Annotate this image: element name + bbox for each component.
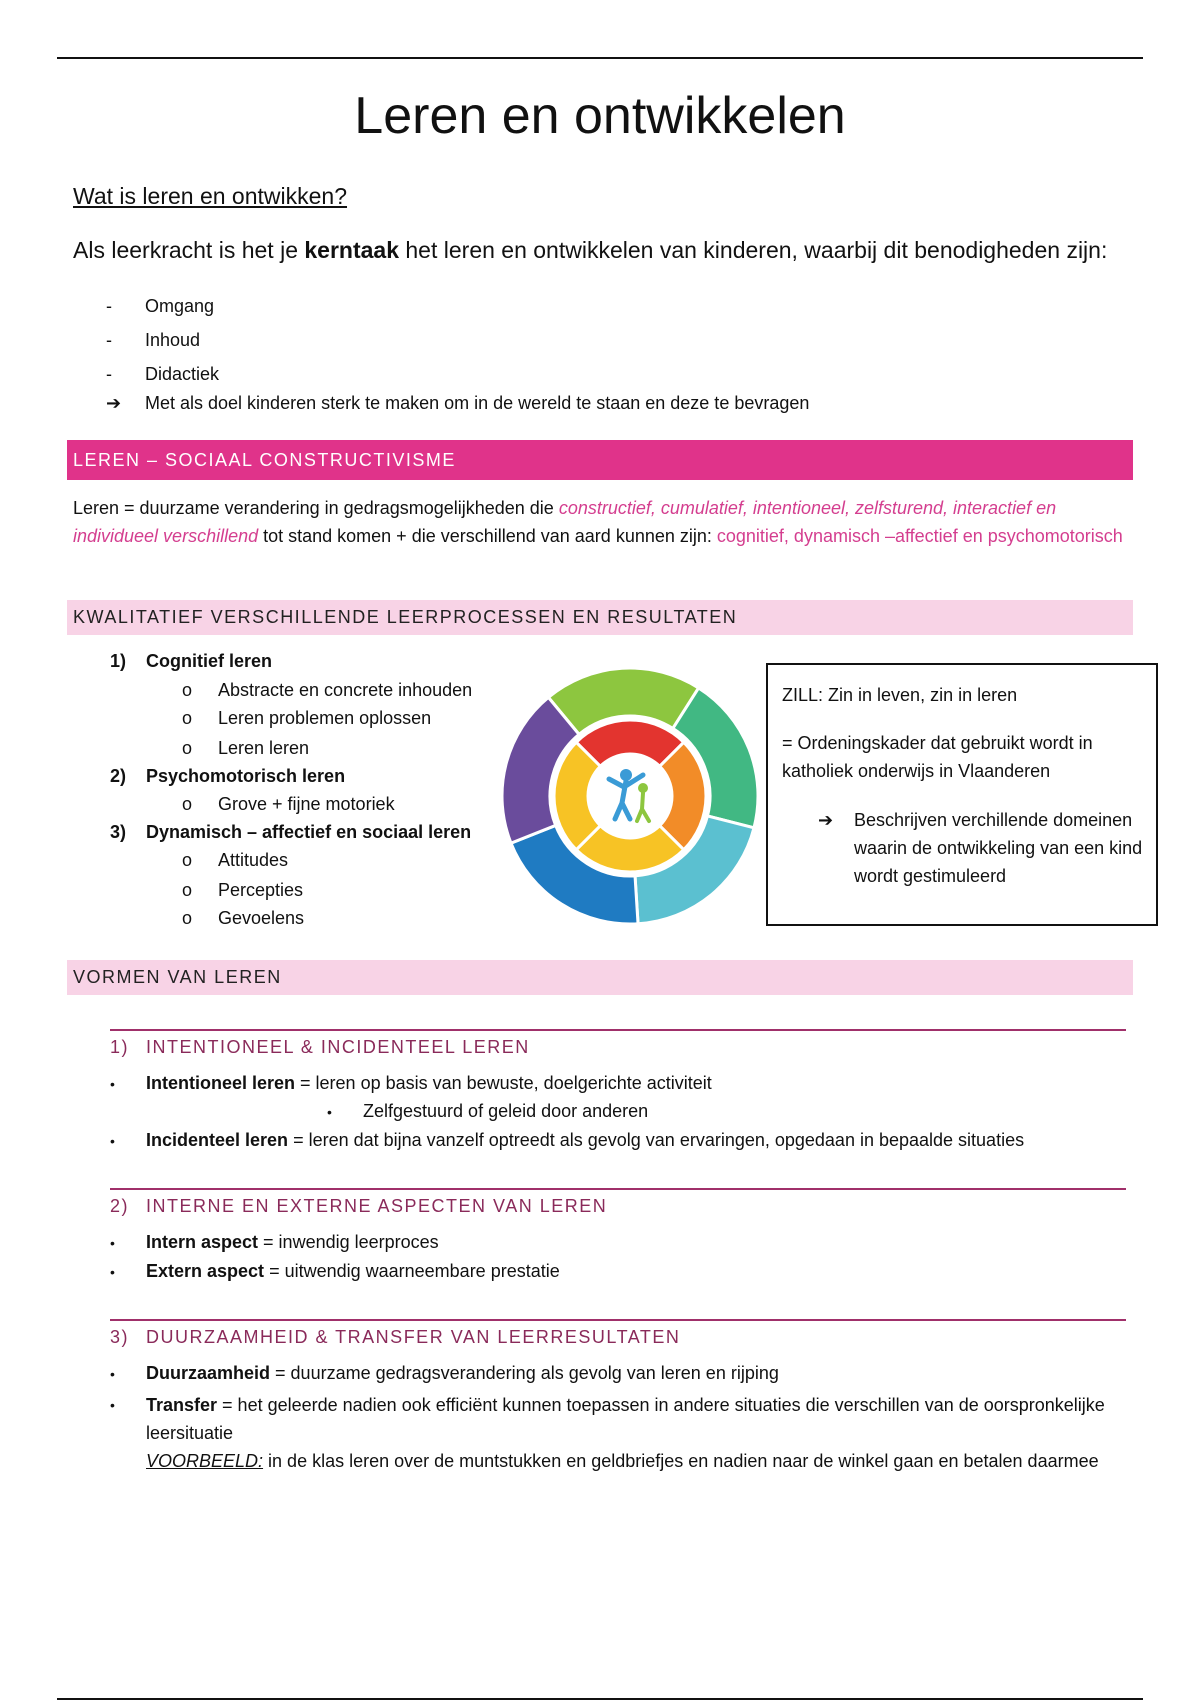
bullet-marker: •: [110, 1366, 115, 1383]
box-title: ZILL: Zin in leven, zin in leren: [782, 685, 1018, 705]
wheel-center: [588, 754, 672, 838]
sub-item: [182, 794, 395, 815]
circle-marker: o: [182, 680, 193, 700]
bullet-item: [110, 1363, 779, 1384]
sub-item: [182, 850, 288, 871]
term-definition: = uitwendig waarneembare prestatie: [264, 1261, 560, 1281]
lead-bold: kerntaak: [304, 237, 399, 263]
bullet-marker: •: [327, 1104, 332, 1121]
def-pre: Leren = duurzame verandering in gedragsmogelijkheden die: [73, 498, 559, 518]
item-number: 3): [110, 822, 127, 842]
item-label: Dynamisch – affectief en sociaal leren: [146, 822, 472, 842]
circle-marker: o: [182, 738, 193, 758]
subsection-title: DUURZAAMHEID & TRANSFER VAN LEERRESULTATEN: [146, 1327, 681, 1347]
arrow-icon: ➔: [818, 810, 834, 830]
subsection-heading-3: [110, 1319, 1126, 1348]
term: Transfer: [146, 1395, 218, 1415]
lead-pre: Als leerkracht is het je: [73, 237, 305, 263]
ordered-item-2: [110, 766, 345, 787]
bullet-item: [110, 1130, 1024, 1151]
item-label: Psychomotorisch leren: [146, 766, 346, 786]
sub-item-text: Grove + fijne motoriek: [218, 794, 395, 814]
bullet-item: [110, 1391, 1110, 1475]
subsection-title: INTENTIONEEL & INCIDENTEEL LEREN: [146, 1037, 530, 1057]
circle-marker: o: [182, 908, 193, 928]
term-definition: = inwendig leerproces: [258, 1232, 439, 1252]
zill-info-box: [766, 663, 1158, 926]
sub-item-text: Leren leren: [218, 738, 310, 758]
sub-item: [182, 680, 472, 701]
lead-paragraph: [73, 237, 1107, 264]
term-definition: = leren dat bijna vanzelf optreedt als gevolg van ervaringen, opgedaan in bepaalde situaties: [288, 1130, 1025, 1150]
question-heading: Wat is leren en ontwikken?: [73, 183, 348, 209]
list-item-text: Met als doel kinderen sterk te maken om in de wereld te staan en deze te bevragen: [145, 393, 810, 413]
arrow-icon: ➔: [106, 393, 122, 413]
list-item: [106, 330, 200, 351]
def-mid: tot stand komen + die verschillend van aard kunnen zijn:: [258, 526, 717, 546]
term: Duurzaamheid: [146, 1363, 271, 1383]
zill-wheel-image: [497, 663, 763, 929]
bullet-marker: •: [110, 1397, 115, 1413]
term: Extern aspect: [146, 1261, 265, 1281]
term: Incidenteel leren: [146, 1130, 289, 1150]
circle-marker: o: [182, 850, 193, 870]
ordered-item-1: [110, 651, 272, 672]
list-item-text: Omgang: [145, 296, 215, 316]
bullet-item: [110, 1261, 560, 1282]
bullet-marker: •: [110, 1235, 115, 1252]
sub-item-text: Attitudes: [218, 850, 289, 870]
dash-marker: -: [106, 364, 112, 384]
page-title: Leren en ontwikkelen: [354, 87, 846, 145]
term-definition: = leren op basis van bewuste, doelgerichte activiteit: [295, 1073, 712, 1093]
subitem-text: Zelfgestuurd of geleid door anderen: [363, 1101, 649, 1121]
bullet-item: [110, 1232, 439, 1253]
sub-item: [182, 708, 431, 729]
term: Intentioneel leren: [146, 1073, 296, 1093]
sub-item-text: Leren problemen oplossen: [218, 708, 432, 728]
subsection-heading-2: [110, 1188, 1126, 1217]
bullet-marker: •: [110, 1264, 115, 1281]
circle-marker: o: [182, 880, 193, 900]
list-item: [106, 296, 214, 317]
bullet-subitem: [327, 1101, 648, 1122]
ordered-item-3: [110, 822, 471, 843]
dash-marker: -: [106, 296, 112, 316]
sub-item-text: Percepties: [218, 880, 304, 900]
term: Intern aspect: [146, 1232, 259, 1252]
item-label: Cognitief leren: [146, 651, 273, 671]
list-item-text: Didactiek: [145, 364, 220, 384]
sub-item: [182, 908, 304, 929]
subsection-heading-1: [110, 1029, 1126, 1058]
lead-post: het leren en ontwikkelen van kinderen, waarbij dit benodigheden zijn:: [399, 237, 1108, 263]
term-definition: = het geleerde nadien ook efficiënt kunnen toepassen in andere situaties die verschillen van de oorspronkelijke leersituatie: [146, 1395, 1105, 1443]
sub-item: [182, 880, 303, 901]
circle-marker: o: [182, 794, 193, 814]
list-item: [106, 364, 219, 385]
list-item-text: Inhoud: [145, 330, 201, 350]
top-rule: [57, 57, 1143, 59]
bullet-item: [110, 1073, 712, 1094]
subsection-number: 2): [110, 1196, 130, 1216]
item-number: 1): [110, 651, 127, 671]
subsection-title: INTERNE EN EXTERNE ASPECTEN VAN LEREN: [146, 1196, 608, 1216]
bullet-marker: •: [110, 1133, 115, 1150]
def-highlight-2: cognitief, dynamisch –affectief en psychomotorisch: [716, 526, 1123, 546]
sub-item: [182, 738, 309, 759]
term-definition: = duurzame gedragsverandering als gevolg van leren en rijping: [270, 1363, 779, 1383]
subsection-number: 1): [110, 1037, 130, 1057]
sub-item-text: Gevoelens: [218, 908, 305, 928]
definition-paragraph: [73, 494, 1133, 550]
subsection-number: 3): [110, 1327, 130, 1347]
box-description: Beschrijven verchillende domeinen waarin de ontwikkeling van een kind wordt gestimuleerd: [854, 810, 1143, 886]
section-heading-vormen: VORMEN VAN LEREN: [67, 960, 1133, 995]
dash-marker: -: [106, 330, 112, 350]
box-definition: = Ordeningskader dat gebruikt wordt in katholiek onderwijs in Vlaanderen: [782, 733, 1093, 781]
section-heading-leerprocessen: KWALITATIEF VERSCHILLENDE LEERPROCESSEN EN RESULTATEN: [67, 600, 1133, 635]
section-heading-leren: LEREN – SOCIAAL CONSTRUCTIVISME: [67, 440, 1133, 480]
bullet-marker: •: [110, 1076, 115, 1093]
def-highlight-1: constructief, cumulatief, intentioneel, zelfsturend, interactief en individueel verschillend: [73, 498, 1057, 546]
item-number: 2): [110, 766, 127, 786]
circle-marker: o: [182, 708, 193, 728]
example-text: in de klas leren over de muntstukken en geldbriefjes en nadien naar de winkel gaan en betalen daarmee: [263, 1451, 1099, 1471]
sub-item-text: Abstracte en concrete inhouden: [218, 680, 473, 700]
list-item: [106, 393, 809, 414]
example-label: VOORBEELD:: [146, 1451, 264, 1471]
